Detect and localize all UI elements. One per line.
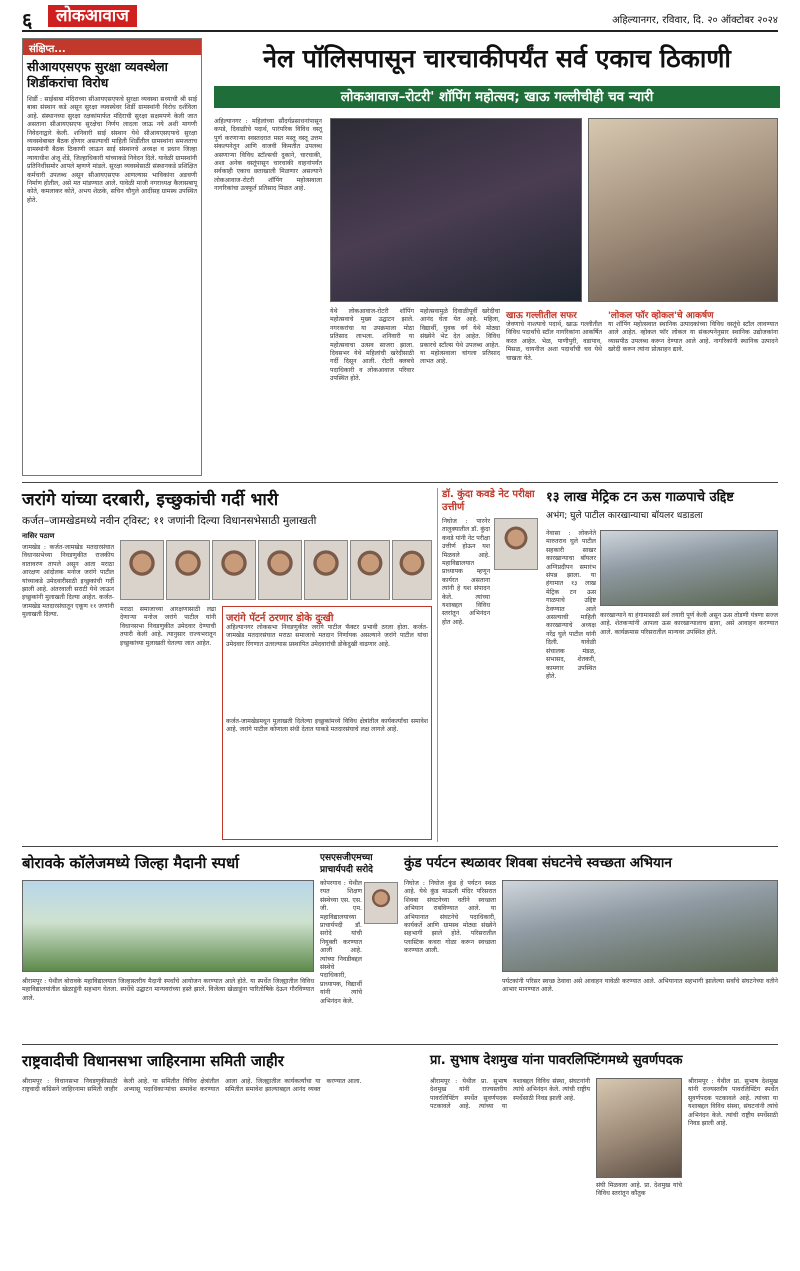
- borawake-headline: बोरावके कॉलेजमध्ये जिल्हा मैदानी स्पर्धा: [22, 854, 240, 872]
- sugar-strap: अभंग; घुले पाटील कारखान्याचा बॉयलर धडाडला: [546, 511, 703, 521]
- lead-body-left: अहिल्यानगर : महिलांच्या सौंदर्यप्रसाधनांपासून कपडे, दिवाळीचे पदार्थ, पारंपरिक विविध वस्तू पूर्ण करणाऱ्या स्वस्तदरात मस्त मस्तू वस्तू उत्तम संकल्पनेतून आणि वाजवी किमतीत उपलब्ध असणाऱ्या विविध स्टॉल्सची दुकाने, चारचाकी, अशा अनेक वस्तूंपासून चारचाकी वाहनांपर्यंत सर्वकाही एकाच छताखाली मिळणार असल्याने लोकआवाज-रोटरी शॉपिंग महोत्सवाला नागरिकांचा उत्स्फूर्त प्रतिसाद मिळत आहे.: [214, 118, 322, 193]
- jarange-strap: कर्जत–जामखेडमध्ये नवीन ट्विस्ट; ११ जणांनी दिल्या विधानसभेसाठी मुलाखती: [22, 515, 317, 527]
- deshmukh-headline: प्रा. सुभाष देशमुख यांना पावरलिफ्टिंगमध्ये सुवर्णपदक: [430, 1053, 683, 1068]
- sub-local-vocal: [608, 308, 778, 476]
- brief-box: [22, 38, 202, 476]
- ncp-body: श्रीरामपूर : विधानसभा निवडणुकीसाठी राष्ट्रवादी काँग्रेसने जाहिरनामा समिती जाहीर केली आहे. या समितीत विविध क्षेत्रांतील अभ्यासू पदाधिकाऱ्यांचा समावेश करण्यात आला आहे. जिल्ह्यातील कार्यकर्त्यांचा या समितीत समावेश झाल्याबद्दल आनंद व्यक्त करण्यात आला.: [22, 1078, 362, 1094]
- jarange-portraits: [120, 540, 432, 600]
- divider: [22, 1044, 778, 1045]
- brief-body: शिर्डी : साईबाबा मंदिराच्या सीआयएसएफचे सुरक्षा व्यवस्था सध्याची श्री साई बाबा संस्थान कडे असून सुरक्षा व्यवस्थेवर शिर्डी ग्रामस्थांनी विरोध दर्शविला आहे. संस्थानच्या सुरक्षा रक्षकांमार्फत मंदिराची सुरक्षा सक्षमपणे केली जात असताना सीआयएसएफ सुरक्षेचा निर्णय लादला जाऊ नये अशी मागणी निवेदनाद्वारे केली. शनिवारी साई संस्थान येथे सीआयएसएफचे सुरक्षा व्यवस्थेबाबत बैठक होणार असल्याची माहिती शिर्डीतील ग्रामस्थांना समजताच ग्रामस्थांनी बैठक ठिकाणी जाऊन साई संस्थानचे अध्यक्ष व प्रधान जिल्हा न्यायाधीश अंजू शेंडे, जिल्हाधिकारी यांच्याकडे निवेदन दिले. यावेळी ग्रामस्थांनी प्रतिनिधींसमोर आपले म्हणणे मांडले. सुरक्षा व्यवस्थेसाठी संस्थानकडे प्रशिक्षित कर्मचारी उपलब्ध असून सीआयएसएफ आणल्यास भाविकांना अडचणी निर्माण होतील, असे मत मांडण्यात आले. यावेळी माजी नगराध्यक्ष कैलासबापू कोते, कमलाकर कोते, अभय शेळके, सचिन चौगुले आदींसह ग्रामस्थ उपस्थित होते.: [27, 96, 197, 204]
- jarange-body-mid: मराठा समाजाच्या आरक्षणासाठी लढा देणाऱ्या मनोज जरांगे पाटील यांनी विधानसभा निवडणुकीत उमेदवार देण्याची तयारी केली आहे. त्यानुसार राज्यभरातून इच्छुकांच्या मुलाखती घेतल्या जात आहेत.: [120, 606, 216, 647]
- kawade-story: [442, 488, 540, 840]
- sub2-title: 'लोकल फॉर व्होकल'चे आकर्षण: [608, 311, 714, 321]
- brief-label: संक्षिप्त...: [23, 39, 201, 55]
- photo-boiler-ceremony: [600, 530, 778, 606]
- sugar-body-2: कारखान्याने या हंगामासाठी सर्व तयारी पूर्ण केली असून ऊस तोडणी यंत्रणा सज्ज आहे. शेतकऱ्यांनी आपला ऊस कारखान्यालाच द्यावा, असे आवाहन करण्यात आले. कार्यक्रमास परिसरातील मान्यवर उपस्थित होते.: [600, 612, 778, 636]
- brief-headline: सीआयएसएफ सुरक्षा व्यवस्थेला शिर्डीकरांचा विरोध: [27, 59, 168, 90]
- sarode-portrait: [364, 882, 398, 924]
- divider: [22, 846, 778, 847]
- portrait-4: [258, 540, 302, 600]
- photo-athletics: [22, 880, 314, 972]
- jarange-body-left: जामखेड : कर्जत-जामखेड मतदारसंघात विधानसभेच्या निवडणुकीत राजकीय वातावरण तापले असून आता मराठा आरक्षण आंदोलक मनोज जरांगे पाटील यांच्याकडे उमेदवारीसाठी इच्छुकांची गर्दी झाली आहे. अंतरवाली सराटी येथे जाऊन इच्छुकांनी मुलाखती दिल्या आहेत. कर्जत-जामखेड मतदारसंघातून एकूण ११ जणांनी मुलाखती दिल्या.: [22, 544, 114, 619]
- deshmukh-body-right: श्रीरामपूर : येथील प्रा. सुभाष देशमुख यांनी राज्यस्तरीय पावरलिफ्टिंग स्पर्धेत सुवर्णपदक पटकावले आहे. त्यांच्या या यशाबद्दल विविध संस्था, संघटनांनी त्यांचे अभिनंदन केले. त्यांची राष्ट्रीय स्पर्धेसाठी निवड झाली आहे.: [688, 1078, 778, 1128]
- borawake-body: श्रीरामपूर : येथील बोरावके महाविद्यालयात जिल्हास्तरीय मैदानी स्पर्धांचे आयोजन करण्यात आले होते. या स्पर्धेत जिल्ह्यातील विविध महाविद्यालयांतील खेळाडूंनी सहभाग घेतला. स्पर्धेचे उद्घाटन मान्यवरांच्या हस्ते झाले. विजेत्या खेळाडूंना पारितोषिके देऊन गौरविण्यात आले.: [22, 978, 314, 1002]
- jarange-byline: नासिर पठाण: [22, 532, 55, 540]
- photo-mahotsav-guests: [588, 118, 778, 302]
- kawade-body: निघोज : पारनेर तालुक्यातील डॉ. कुंदा कवडे यांनी नेट परीक्षा उत्तीर्ण होऊन यश मिळवले आहे. महाविद्यालयात प्राध्यापक म्हणून कार्यरत असताना त्यांनी हे यश संपादन केले. त्यांच्या यशाबद्दल विविध स्तरांतून अभिनंदन होत आहे.: [442, 518, 490, 626]
- photo-cleanliness-drive: [502, 880, 778, 972]
- divider: [437, 488, 438, 842]
- masthead: [22, 4, 778, 32]
- jarange-headline: जरांगे यांच्या दरबारी, इच्छुकांची गर्दी भारी: [22, 490, 279, 510]
- photo-powerlifting: [596, 1078, 682, 1178]
- portrait-2: [166, 540, 210, 600]
- jarange-box: [222, 606, 432, 840]
- sugar-body: नेवासा : लोकनेते मारुतराव घुले पाटील सहकारी साखर कारखान्याचा बॉयलर अग्निप्रदीपन समारंभ संपन्न झाला. या हंगामात १३ लाख मेट्रिक टन ऊस गाळपाचे उद्दिष्ट ठेवण्यात आले असल्याची माहिती कारखान्याचे अध्यक्ष नरेंद्र घुले पाटील यांनी दिली. यावेळी संचालक मंडळ, सभासद, शेतकरी, कामगार उपस्थित होते.: [546, 530, 596, 680]
- jarange-box-title: जरांगे पॅटर्न ठरणार डोके दुःखी: [226, 613, 334, 624]
- lead-strap: लोकआवाज–रोटरी' शॉपिंग महोत्सव; खाऊ गल्लीचीही चव न्यारी: [214, 86, 780, 108]
- deshmukh-body: श्रीरामपूर : येथील प्रा. सुभाष देशमुख यांनी राज्यस्तरीय पावरलिफ्टिंग स्पर्धेत सुवर्णपदक पटकावले आहे. त्यांच्या या यशाबद्दल विविध संस्था, संघटनांनी त्यांचे अभिनंदन केले. त्यांची राष्ट्रीय स्पर्धेसाठी निवड झाली आहे.: [430, 1078, 590, 1111]
- logo: लोकआवाज: [48, 5, 137, 27]
- lead-col3: महोत्सवामुळे दिवाळीपूर्वी खरेदीचा आनंद घेता येत आहे. महिला, विद्यार्थी, युवक वर्ग येथे मोठ्या संख्येने भेट देत आहेत. विविध प्रकारचे स्टॉल्स येथे उपलब्ध आहेत. या महोत्सवाला चांगला प्रतिसाद लाभत आहे.: [420, 308, 500, 366]
- portrait-7: [392, 540, 432, 600]
- sub1-title: खाऊ गल्लीतील सफर: [506, 311, 577, 321]
- kund-body-2: पर्यटकांनी परिसर स्वच्छ ठेवावा असे आवाहन यावेळी करण्यात आले. अभियानात सहभागी झालेल्या सर्वांचे संघटनेच्या वतीने आभार मानण्यात आले.: [502, 978, 778, 994]
- portrait-5: [304, 540, 348, 600]
- sub2-body: या शॉपिंग महोत्सवात स्थानिक उत्पादकांच्या विविध वस्तूंचे स्टॉल लावण्यात आले आहेत. व्होकल फॉर लोकल या संकल्पनेनुसार स्थानिक उद्योजकांना व्यासपीठ उपलब्ध करून देण्यात आले आहे. नागरिकांनी स्थानिक उत्पादने खरेदी करून त्यांना प्रोत्साहन द्यावे.: [608, 321, 778, 354]
- page-number: ६: [22, 8, 33, 32]
- sub1-body: जेवणाचे नाश्त्याचे पदार्थ, खाऊ गल्लीतील विविध पदार्थांचे स्टॉल नागरिकांना आकर्षित करत आहेत. भेळ, पाणीपुरी, वडापाव, मिसळ, चायनीज अशा पदार्थांची चव येथे चाखता येते.: [506, 321, 602, 362]
- sugar-headline: १३ लाख मेट्रिक टन ऊस गाळपाचे उद्दिष्ट: [546, 490, 734, 505]
- ncp-headline: राष्ट्रवादीची विधानसभा जाहिरनामा समिती जाहीर: [22, 1052, 284, 1070]
- jarange-body-right: कर्जत-जामखेडमधून मुलाखती दिलेल्या इच्छुकांमध्ये विविध क्षेत्रांतील कार्यकर्त्यांचा समावेश आहे. जरांगे पाटील कोणाला संधी देतात याकडे मतदारसंघाचे लक्ष लागले आहे.: [226, 718, 428, 734]
- sub-khau-galli: [506, 308, 602, 476]
- sarode-body: कोपरगाव : येथील रयत शिक्षण संस्थेच्या एस. एस. जी. एम. महाविद्यालयाच्या प्राचार्यपदी डॉ. सरोदे यांची नियुक्ती करण्यात आली आहे. त्यांच्या निवडीबद्दल संस्थेचे पदाधिकारी, प्राध्यापक, विद्यार्थी यांनी त्यांचे अभिनंदन केले.: [320, 880, 362, 1005]
- sarode-story: [320, 852, 398, 1038]
- date-line: अहिल्यानगर, रविवार, दि. २० ऑक्टोबर २०२४: [612, 15, 778, 26]
- portrait-6: [350, 540, 390, 600]
- sarode-headline: एसएसजीएमच्या प्राचार्यपदी सरोदे: [320, 853, 373, 875]
- photo-mahotsav-stage: [330, 118, 582, 302]
- lead-headline: नेल पॉलिसपासून चारचाकीपर्यंत सर्व एकाच ठिकाणी: [263, 44, 731, 73]
- portrait-1: [120, 540, 164, 600]
- jarange-box-body: अहिल्यानगर लोकसभा निवडणुकीत जरांगे पाटील फॅक्टर प्रभावी ठरला होता. कर्जत-जामखेड मतदारसंघात मराठा समाजाचे मतदान निर्णायक असल्याने जरांगे पाटील यांचा उमेदवार रिंगणात उतरल्यास प्रस्थापित उमेदवारांची डोकेदुखी वाढणार आहे.: [226, 624, 428, 648]
- kawade-headline: डॉ. कुंदा कवडे नेट परीक्षा उत्तीर्ण: [442, 489, 535, 513]
- kund-body: निघोज : निघोज कुंड हे पर्यटन स्थळ आहे. येथे कुंड माऊली मंदिर परिसरात शिवबा संघटनेच्या वतीने स्वच्छता अभियान राबविण्यात आले. या अभियानात संघटनेचे पदाधिकारी, कार्यकर्ते आणि ग्रामस्थ मोठ्या संख्येने सहभागी झाले होते. परिसरातील प्लास्टिक कचरा गोळा करून स्वच्छता करण्यात आली.: [404, 880, 496, 955]
- divider: [22, 482, 778, 483]
- lead-body-right: येथे लोकआवाज-रोटरी शॉपिंग महोत्सवाचे मुख्य उद्घाटन झाले. नगरकरांचा या उपक्रमाला मोठा प्रतिसाद लाभला. शनिवारी या महोत्सवाचा उत्सव साजरा झाला. दिवसभर येथे महिलांची खरेदीसाठी गर्दी दिसून आली. रोटरी क्लबचे पदाधिकारी व लोकआवाज परिवार उपस्थित होते.: [330, 308, 414, 383]
- portrait-3: [212, 540, 256, 600]
- kawade-portrait: [494, 518, 538, 570]
- kund-headline: कुंड पर्यटन स्थळावर शिवबा संघटनेचे स्वच्छता अभियान: [404, 855, 672, 871]
- deshmukh-caption: संघी मिळवला आहे. प्रा. देशमुख यांचे विविध स्तरांतून कौतुक: [596, 1182, 682, 1198]
